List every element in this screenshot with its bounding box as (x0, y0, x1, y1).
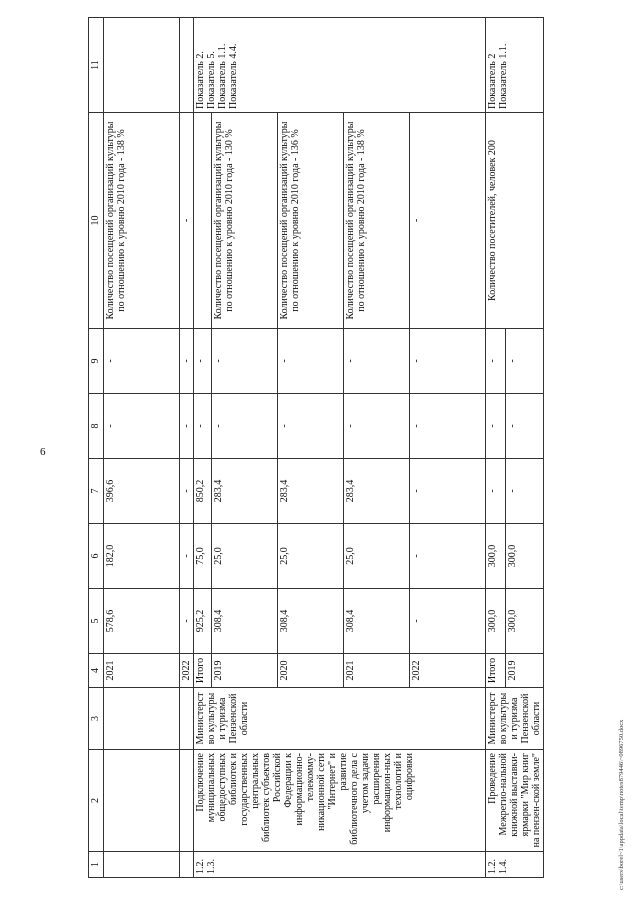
result-indicator-cell: Количество посетителей, человек 200 (486, 113, 544, 329)
year-cell: 2019 (212, 654, 278, 688)
regional-budget-cell: 182,0 (104, 524, 180, 589)
column-number-row (89, 18, 104, 878)
other-sources-cell: - (506, 329, 544, 394)
local-budget-cell: - (104, 394, 180, 459)
column-number: 3 (89, 688, 104, 750)
column-number: 1 (89, 852, 104, 878)
year-cell: 2021 (344, 654, 410, 688)
total-cell: 308,4 (278, 589, 344, 654)
federal-budget-cell: 283,4 (212, 459, 278, 524)
regional-budget-cell: 25,0 (278, 524, 344, 589)
activity-name: Проведение Межрегио-нальной книжной выставки-ярмарки "Мир книг на пензен-ской земле" (486, 750, 544, 852)
federal-budget-cell: 283,4 (278, 459, 344, 524)
local-budget-cell: - (194, 394, 212, 459)
federal-budget-cell: 850,2 (194, 459, 212, 524)
federal-budget-cell: - (486, 459, 506, 524)
result-indicator-cell: Количество посещений организаций культуры по отношению к уровню 2010 года - 138 % (104, 113, 180, 329)
table-row (180, 18, 194, 878)
indicator-cell: Показатель 2. Показатель 5. Показатель 1.1. Показатель 4.4. (194, 18, 486, 113)
column-number: 9 (89, 329, 104, 394)
other-sources-cell: - (104, 329, 180, 394)
activity-name: Подключение муниципальных общедоступных библиотек и государственных центральных библиотек субъектов Российской Федерации к информационно-телекомму-никационной сети "Интернет" и развитие библиотечного дела с учетом задачи расширения информацион-ных технологий и оцифровки (194, 750, 486, 852)
year-cell: 2021 (104, 654, 180, 688)
other-sources-cell: - (278, 329, 344, 394)
regional-budget-cell: 300,0 (486, 524, 506, 589)
column-number: 5 (89, 589, 104, 654)
other-sources-cell: - (486, 329, 506, 394)
result-indicator-cell: Количество посещений организаций культуры по отношению к уровню 2010 года - 138 % (344, 113, 410, 329)
federal-budget-cell: 396,6 (104, 459, 180, 524)
column-number: 4 (89, 654, 104, 688)
year-cell: 2019 (506, 654, 544, 688)
federal-budget-cell: - (180, 459, 194, 524)
table-row (194, 18, 212, 878)
total-cell: 300,0 (486, 589, 506, 654)
footer-file-path: c:\users\borel~1\appdata\local\temp\notes879446\~0896750.docx (618, 719, 625, 890)
local-budget-cell: - (486, 394, 506, 459)
local-budget-cell: - (180, 394, 194, 459)
column-number: 7 (89, 459, 104, 524)
column-number: 8 (89, 394, 104, 459)
total-cell: 578,6 (104, 589, 180, 654)
total-cell: 308,4 (212, 589, 278, 654)
result-indicator-cell: - (410, 113, 486, 329)
result-indicator-cell (194, 113, 212, 329)
total-cell: - (410, 589, 486, 654)
other-sources-cell: - (180, 329, 194, 394)
rotated-table-wrapper (88, 18, 542, 878)
total-cell: 300,0 (506, 589, 544, 654)
year-cell: Итого (194, 654, 212, 688)
other-sources-cell: - (344, 329, 410, 394)
executor: Министерство культуры и туризма Пензенской области (194, 688, 486, 750)
federal-budget-cell: - (506, 459, 544, 524)
regional-budget-cell: 300,0 (506, 524, 544, 589)
result-indicator-cell: Количество посещений организаций культуры по отношению к уровню 2010 года - 130 % (212, 113, 278, 329)
page-number: 6 (40, 446, 46, 458)
total-cell: 925,2 (194, 589, 212, 654)
local-budget-cell: - (506, 394, 544, 459)
item-number: 1.2.1.3. (194, 852, 486, 878)
program-activities-table (88, 17, 544, 878)
regional-budget-cell: - (180, 524, 194, 589)
result-indicator-cell: - (180, 113, 194, 329)
total-cell: - (180, 589, 194, 654)
local-budget-cell: - (278, 394, 344, 459)
column-number: 6 (89, 524, 104, 589)
regional-budget-cell: 75,0 (194, 524, 212, 589)
regional-budget-cell: - (410, 524, 486, 589)
regional-budget-cell: 25,0 (344, 524, 410, 589)
year-cell: 2020 (278, 654, 344, 688)
other-sources-cell: - (410, 329, 486, 394)
federal-budget-cell: - (410, 459, 486, 524)
local-budget-cell: - (344, 394, 410, 459)
year-cell: 2022 (180, 654, 194, 688)
local-budget-cell: - (212, 394, 278, 459)
local-budget-cell: - (410, 394, 486, 459)
table-row (486, 18, 506, 878)
year-cell: Итого (486, 654, 506, 688)
column-number: 2 (89, 750, 104, 852)
table-row (104, 18, 180, 878)
indicator-cell: Показатель 2 Показатель 1.1. (486, 18, 544, 113)
regional-budget-cell: 25,0 (212, 524, 278, 589)
other-sources-cell: - (212, 329, 278, 394)
federal-budget-cell: 283,4 (344, 459, 410, 524)
result-indicator-cell: Количество посещений организаций культуры по отношению к уровню 2010 года - 136 % (278, 113, 344, 329)
total-cell: 308,4 (344, 589, 410, 654)
executor: Министерство культуры и туризма Пензенской области (486, 688, 544, 750)
other-sources-cell: - (194, 329, 212, 394)
column-number: 11 (89, 18, 104, 113)
column-number: 10 (89, 113, 104, 329)
item-number: 1.2.1.4. (486, 852, 544, 878)
year-cell: 2022 (410, 654, 486, 688)
